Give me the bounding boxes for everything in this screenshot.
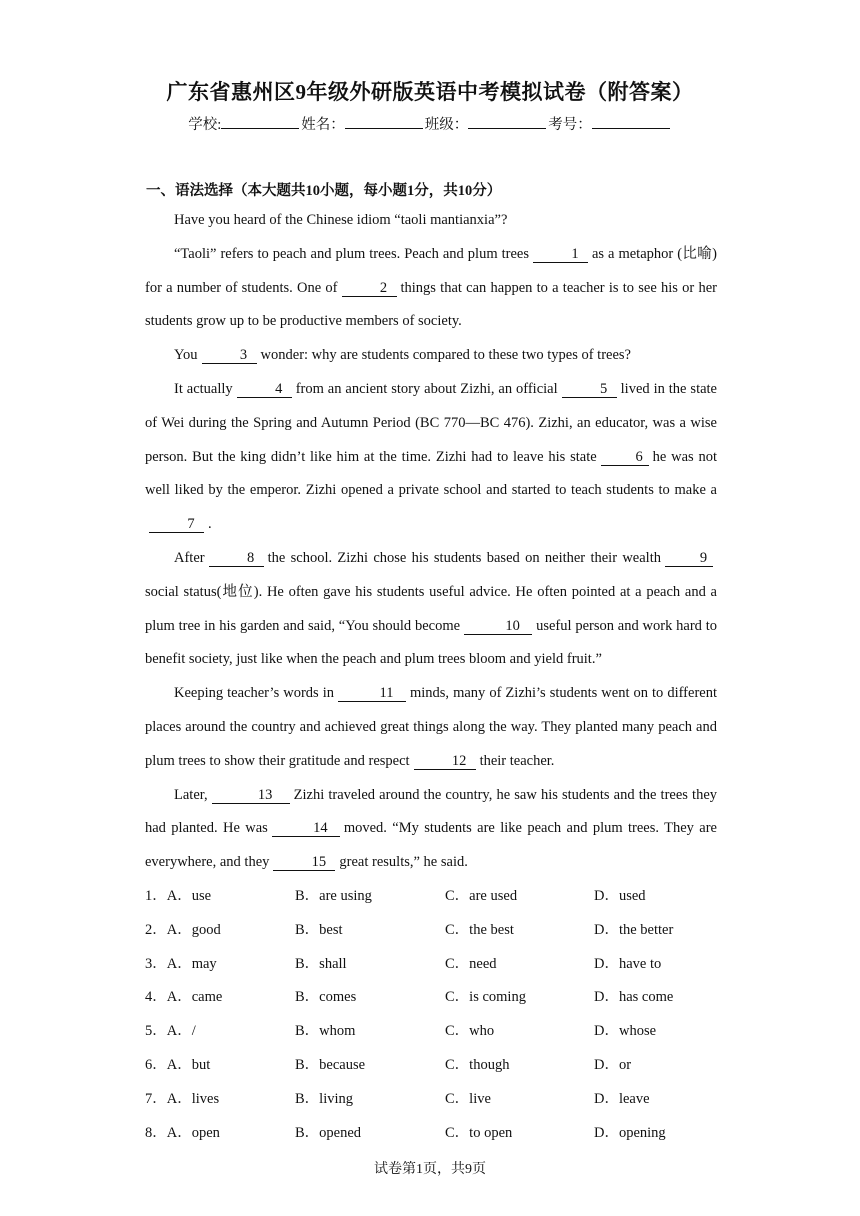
option-c[interactable]: C．to open [445,1124,513,1141]
option-a[interactable]: 6．A．but [145,1056,211,1073]
blank-14: 14 [272,821,340,837]
paragraph-3 [145,339,717,373]
passage [145,204,717,880]
paragraph-text: wonder: why are students compared to these two types of trees? [260,347,631,364]
option-d[interactable]: D．used [594,888,646,904]
paragraph-text: It actually [174,380,233,397]
paragraph-text: You [174,347,198,364]
section-heading: 一、语法选择（本大题共10小题，每小题1分，共10分） [146,183,502,199]
option-c[interactable]: C．who [445,1023,495,1040]
option-b[interactable]: B．living [295,1090,354,1107]
name-label: 姓名： [301,117,345,133]
paragraph-text: . [208,516,212,533]
option-a[interactable]: 5．A．/ [145,1023,196,1040]
option-d[interactable]: D．leave [594,1090,650,1107]
option-row [145,1012,745,1046]
option-a[interactable]: 1．A．use [145,888,212,904]
option-row [145,1080,745,1114]
blank-13: 13 [212,788,290,804]
option-d[interactable]: D．the better [594,921,674,938]
student-info-line [0,113,860,134]
option-row [145,911,745,945]
option-d[interactable]: D．opening [594,1124,666,1141]
paragraph-4 [145,373,717,542]
paragraph-text: After [174,549,205,566]
option-b[interactable]: B．comes [295,989,357,1006]
option-row [145,1046,745,1080]
option-b[interactable]: B．whom [295,1023,356,1040]
option-row [145,877,745,911]
paragraph-text: the school. Zizhi chose his students based on neither their wealth [267,549,661,566]
class-blank[interactable] [468,116,546,129]
option-b[interactable]: B．because [295,1056,366,1073]
paragraph-text: moved. “My students are like peach and plum trees. They are everywhere, and they [145,820,717,871]
option-c[interactable]: C．the best [445,921,514,938]
blank-15: 15 [273,855,335,871]
option-b[interactable]: B．opened [295,1124,362,1141]
blank-5: 5 [562,382,617,398]
class-label: 班级： [424,117,469,133]
blank-6: 6 [601,450,649,466]
option-a[interactable]: 2．A．good [145,921,221,938]
blank-4: 4 [237,382,292,398]
paragraph-text: useful person and work hard to benefit society, just like when the peach and plum trees bloom and yield fruit.” [145,617,718,668]
option-d[interactable]: D．whose [594,1023,657,1040]
paragraph-2 [145,238,717,339]
paragraph-text: things that can happen to a teacher is to see his or her students grow up to be productive members of society. [145,279,718,330]
option-a[interactable]: 4．A．came [145,989,223,1006]
option-c[interactable]: C．need [445,955,497,972]
option-c[interactable]: C．live [445,1090,491,1107]
option-row [145,978,745,1012]
paragraph-1 [145,204,717,238]
school-label: 学校: [188,117,222,133]
option-c[interactable]: C．though [445,1056,510,1073]
paragraph-5 [145,542,717,677]
paragraph-text: great results,” he said. [339,854,468,871]
blank-9: 9 [665,551,713,567]
option-row [145,1114,745,1148]
school-blank[interactable] [221,116,299,129]
option-a[interactable]: 7．A．lives [145,1090,220,1107]
blank-12: 12 [414,754,476,770]
options-list [145,877,745,1147]
option-a[interactable]: 3．A．may [145,955,217,972]
option-b[interactable]: B．are using [295,888,372,904]
paragraph-text: lived in the state of Wei during the Spring and Autumn Period (BC 770—BC 476). Zizhi, an educator, was a wise person. But the king didn’t like him at the time. Zizhi had to leave his state [145,380,717,465]
option-c[interactable]: C．are used [445,888,518,904]
option-c[interactable]: C．is coming [445,989,526,1006]
paragraph-text: Zizhi traveled around the country, he saw his students and the trees they had planted. He was [145,786,717,837]
paragraph-text: their teacher. [479,752,555,769]
blank-8: 8 [209,551,264,567]
name-blank[interactable] [345,116,423,129]
paragraph-text: Have you heard of the Chinese idiom “taoli mantianxia”? [174,212,508,228]
paragraph-text: from an ancient story about Zizhi, an official [295,380,558,397]
paragraph-6 [145,677,717,778]
blank-1: 1 [533,247,588,263]
paragraph-text: Keeping teacher’s words in [174,685,334,702]
blank-7: 7 [149,517,204,533]
option-d[interactable]: D．has come [594,989,674,1006]
option-row [145,945,745,979]
option-a[interactable]: 8．A．open [145,1124,220,1141]
option-b[interactable]: B．best [295,921,343,938]
paragraph-text: minds, many of Zizhi’s students went on to different places around the country and achieved great things along the way. They planted many peach and plum trees to show their gratitude and respect [145,685,717,769]
paragraph-text: Later, [174,786,208,803]
number-label: 考号： [548,117,592,133]
option-d[interactable]: D．have to [594,955,662,972]
paragraph-text: he was not well liked by the emperor. Zizhi opened a private school and started to teach students to make a [145,448,717,499]
page-title: 广东省惠州区9年级外研版英语中考模拟试卷（附答案） [166,80,694,104]
blank-10: 10 [464,619,532,635]
paragraph-text: social status(地位). He often gave his students useful advice. He often pointed at a peach and a plum tree in his garden and said, “You should become [145,583,717,634]
option-b[interactable]: B．shall [295,955,347,972]
number-blank[interactable] [592,116,670,129]
blank-3: 3 [202,348,257,364]
paragraph-text: “Taoli” refers to peach and plum trees. Peach and plum trees [174,245,529,262]
blank-11: 11 [338,686,406,702]
paragraph-text: as a metaphor (比喻) for a number of students. One of [145,245,717,296]
blank-2: 2 [342,281,397,297]
paragraph-7 [145,779,717,880]
page-footer: 试卷第1页，共9页 [374,1162,486,1177]
option-d[interactable]: D．or [594,1056,632,1073]
